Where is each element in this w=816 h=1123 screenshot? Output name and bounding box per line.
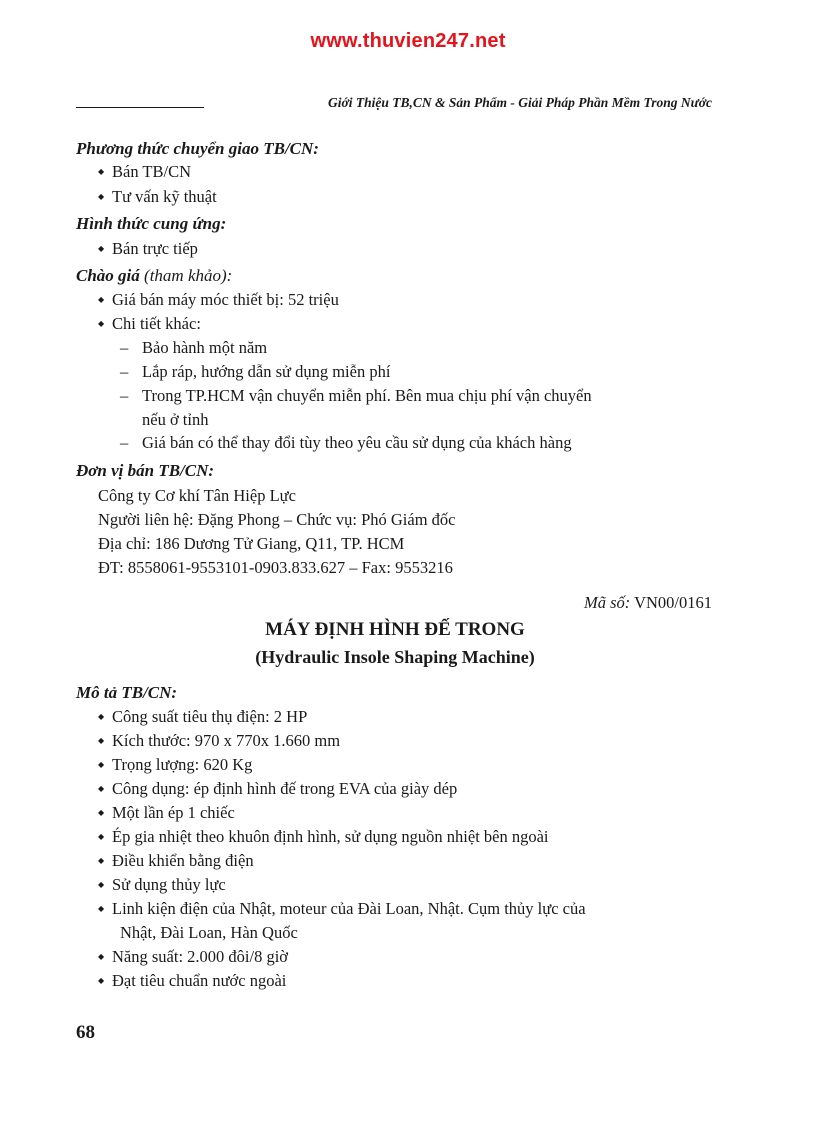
seller-address: Địa chỉ: 186 Dương Tử Giang, Q11, TP. HCM	[98, 534, 405, 553]
price-heading-bold: Chào giá	[76, 266, 140, 285]
seller-company: Công ty Cơ khí Tân Hiệp Lực	[98, 486, 296, 505]
list-item: ◆ Điều khiển bằng điện	[98, 851, 254, 871]
list-item: ◆ Bán TB/CN	[98, 162, 191, 182]
list-item: ◆ Một lần ép 1 chiếc	[98, 803, 235, 823]
list-item: ◆ Bán trực tiếp	[98, 239, 198, 259]
price-heading	[76, 266, 232, 286]
page-number: 68	[76, 1022, 95, 1043]
list-item: ◆ Ép gia nhiệt theo khuôn định hình, sử dụng nguồn nhiệt bên ngoài	[98, 827, 549, 847]
list-item-continuation: Nhật, Đài Loan, Hàn Quốc	[120, 923, 298, 942]
list-item: ◆ Linh kiện điện của Nhật, moteur của Đài Loan, Nhật. Cụm thủy lực của	[98, 899, 586, 919]
list-item: ◆ Giá bán máy móc thiết bị: 52 triệu	[98, 290, 339, 310]
seller-contact: Người liên hệ: Đặng Phong – Chức vụ: Phó Giám đốc	[98, 510, 456, 529]
product-code	[584, 593, 712, 613]
site-url-link[interactable]: www.thuvien247.net	[310, 30, 506, 52]
header-rule	[76, 107, 204, 108]
product-subtitle: (Hydraulic Insole Shaping Machine)	[255, 647, 535, 667]
list-item: ◆ Tư vấn kỹ thuật	[98, 187, 217, 207]
detail-item: – Giá bán có thể thay đổi tùy theo yêu cầu sử dụng của khách hàng	[120, 433, 572, 452]
running-header	[76, 92, 712, 114]
running-header-text: Giới Thiệu TB,CN & Sản Phẩm - Giải Pháp Phần Mềm Trong Nước	[328, 95, 712, 110]
transfer-heading: Phương thức chuyển giao TB/CN:	[76, 139, 319, 158]
detail-item: – Bảo hành một năm	[120, 338, 268, 357]
list-item: ◆ Sử dụng thủy lực	[98, 875, 226, 895]
list-item: ◆ Trọng lượng: 620 Kg	[98, 755, 252, 775]
seller-heading: Đơn vị bán TB/CN:	[76, 461, 215, 480]
supply-heading: Hình thức cung ứng:	[76, 214, 227, 233]
list-item: ◆ Chi tiết khác:	[98, 314, 201, 334]
list-item: ◆ Năng suất: 2.000 đôi/8 giờ	[98, 947, 288, 967]
detail-item: – Trong TP.HCM vận chuyển miễn phí. Bên mua chịu phí vận chuyển	[120, 386, 592, 405]
detail-item: – Lắp ráp, hướng dẫn sử dụng miễn phí	[120, 362, 391, 381]
seller-phone: ĐT: 8558061-9553101-0903.833.627 – Fax: 9553216	[98, 558, 453, 577]
list-item: ◆ Đạt tiêu chuẩn nước ngoài	[98, 971, 286, 991]
product-code-label: Mã số:	[583, 593, 631, 612]
detail-item-continuation: nếu ở tỉnh	[142, 410, 209, 429]
list-item: ◆ Công suất tiêu thụ điện: 2 HP	[98, 707, 307, 727]
list-item: ◆ Kích thước: 970 x 770x 1.660 mm	[98, 731, 340, 751]
product-code-value: VN00/0161	[634, 593, 712, 612]
price-heading-note: (tham khảo):	[144, 266, 233, 285]
description-heading: Mô tả TB/CN:	[76, 683, 178, 702]
product-title: MÁY ĐỊNH HÌNH ĐẾ TRONG	[265, 619, 525, 640]
list-item: ◆ Công dụng: ép định hình đế trong EVA của giày dép	[98, 779, 457, 799]
